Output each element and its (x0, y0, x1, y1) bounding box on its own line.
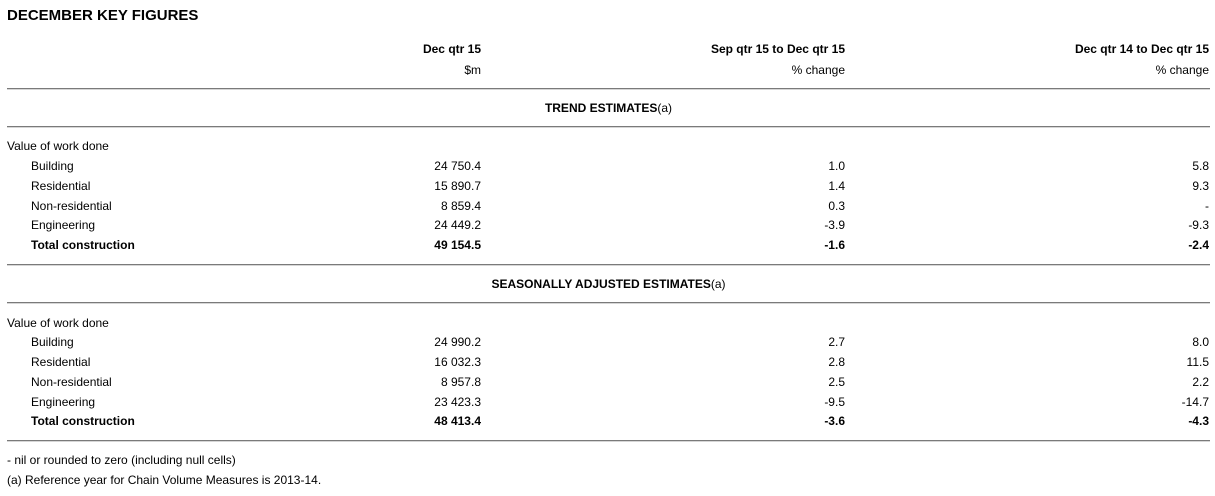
section-title-trend: TREND ESTIMATES(a) (544, 101, 673, 115)
column-heading-dec-qtr: Dec qtr 15 (422, 42, 481, 56)
row-label: Non-residential (31, 199, 112, 213)
page-title: DECEMBER KEY FIGURES (7, 7, 199, 24)
column-heading-annual-change: Dec qtr 14 to Dec qtr 15 (1074, 42, 1209, 56)
value-annual-change: 2.2 (1192, 375, 1209, 389)
group-label-row (0, 136, 1215, 156)
value-dollars: 23 423.3 (434, 395, 481, 409)
value-annual-change: 11.5 (1186, 355, 1209, 369)
section-title-seasonally-adjusted: SEASONALLY ADJUSTED ESTIMATES(a) (491, 277, 726, 291)
total-row (0, 235, 1215, 255)
section-divider (7, 264, 1210, 265)
value-dollars: 48 413.4 (434, 414, 481, 428)
row-label: Engineering (31, 218, 96, 232)
value-annual-change: 9.3 (1192, 179, 1209, 193)
value-annual-change: -9.3 (1188, 218, 1209, 232)
value-dollars: 24 990.2 (434, 335, 481, 349)
note-reference: (a) (710, 277, 726, 291)
value-quarterly-change: 1.4 (828, 179, 845, 193)
section-divider (7, 302, 1210, 303)
section-divider (7, 126, 1210, 127)
value-annual-change: 8.0 (1192, 335, 1209, 349)
table-row (0, 196, 1215, 216)
value-annual-change: - (1205, 199, 1209, 213)
value-quarterly-change: -1.6 (824, 238, 845, 252)
column-unit-percent-quarterly: % change (791, 63, 845, 77)
table-row (0, 352, 1215, 372)
value-dollars: 15 890.7 (434, 179, 481, 193)
value-annual-change: -4.3 (1188, 414, 1209, 428)
value-annual-change: -14.7 (1181, 395, 1209, 409)
row-label: Residential (31, 179, 91, 193)
value-dollars: 49 154.5 (434, 238, 481, 252)
footnote-nil: - nil or rounded to zero (including null cells) (7, 453, 236, 467)
value-quarterly-change: 2.5 (828, 375, 845, 389)
header-divider (7, 88, 1210, 89)
footer-divider (7, 440, 1210, 441)
row-label: Non-residential (31, 375, 112, 389)
table-row (0, 156, 1215, 176)
table-row (0, 392, 1215, 412)
footnote-reference-year: (a) Reference year for Chain Volume Measures is 2013-14. (7, 473, 322, 487)
group-label: Value of work done (7, 139, 109, 153)
group-label-row (0, 313, 1215, 333)
table-row (0, 332, 1215, 352)
row-label: Total construction (31, 238, 135, 252)
row-label: Total construction (31, 414, 135, 428)
value-annual-change: 5.8 (1192, 159, 1209, 173)
value-quarterly-change: -3.6 (824, 414, 845, 428)
value-dollars: 16 032.3 (434, 355, 481, 369)
column-heading-quarterly-change: Sep qtr 15 to Dec qtr 15 (710, 42, 845, 56)
value-quarterly-change: -3.9 (824, 218, 845, 232)
column-unit-percent-annual: % change (1155, 63, 1209, 77)
value-quarterly-change: 2.7 (828, 335, 845, 349)
value-quarterly-change: 1.0 (828, 159, 845, 173)
value-annual-change: -2.4 (1188, 238, 1209, 252)
total-row (0, 411, 1215, 431)
value-quarterly-change: -9.5 (824, 395, 845, 409)
value-dollars: 24 449.2 (434, 218, 481, 232)
value-dollars: 8 957.8 (440, 375, 481, 389)
table-row (0, 215, 1215, 235)
value-dollars: 8 859.4 (440, 199, 481, 213)
table-row (0, 372, 1215, 392)
row-label: Residential (31, 355, 91, 369)
row-label: Building (31, 335, 74, 349)
value-quarterly-change: 2.8 (828, 355, 845, 369)
note-reference: (a) (657, 101, 673, 115)
value-quarterly-change: 0.3 (828, 199, 845, 213)
row-label: Engineering (31, 395, 96, 409)
group-label: Value of work done (7, 316, 109, 330)
value-dollars: 24 750.4 (434, 159, 481, 173)
row-label: Building (31, 159, 74, 173)
table-row (0, 176, 1215, 196)
column-unit-dollars: $m (464, 63, 481, 77)
